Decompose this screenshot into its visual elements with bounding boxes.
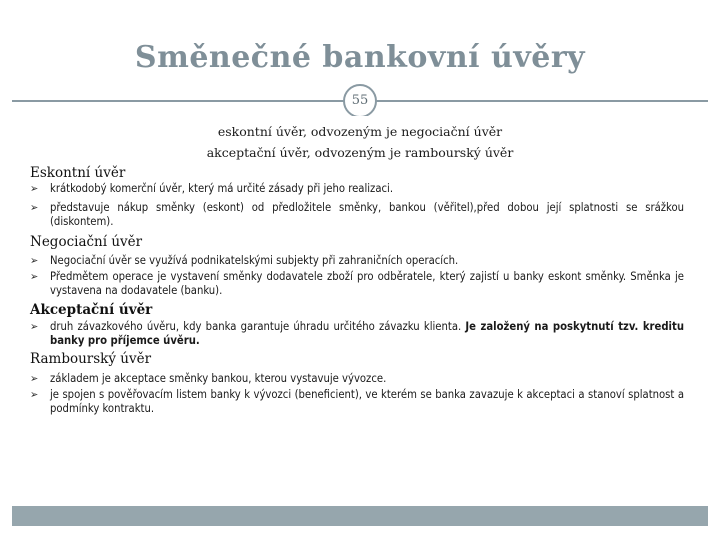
section-heading-akceptacni: Akceptační úvěr (30, 302, 153, 318)
list-item (30, 270, 684, 298)
section-heading-negociacni: Negociační úvěr (30, 234, 143, 250)
arrow-bullet-icon: ➢ (30, 388, 39, 401)
arrow-bullet-icon: ➢ (30, 320, 39, 333)
footer-bar (12, 506, 708, 526)
list-item-text: představuje nákup směnky (eskont) od předložitele směnky, bankou (věřitel),před dobou její splatnosti se srážkou (diskontem). (50, 201, 684, 228)
list-item (30, 372, 684, 386)
arrow-bullet-icon: ➢ (30, 270, 39, 283)
list-item-bold-text: Je založený na poskytnutí tzv. kreditu banky pro příjemce úvěru. (50, 320, 684, 347)
slide-title: Směnečné bankovní úvěry (134, 40, 586, 75)
list-item-text: druh závazkového úvěru, kdy banka garantuje úhradu určitého závazku klienta. (50, 320, 462, 333)
list-item-text: je spojen s pověřovacím listem banky k vývozci (beneficient), ve kterém se banka zavazuje k akceptaci a stanoví splatnost a podmínky kontraktu. (50, 388, 684, 415)
list-item (30, 182, 684, 196)
list-item-text: základem je akceptace směnky bankou, kterou vystavuje vývozce. (50, 372, 387, 385)
section-heading-rambourský: Rambourský úvěr (30, 351, 152, 367)
list-item (30, 201, 684, 229)
intro-line-2: akceptační úvěr, odvozeným je rambourský úvěr (206, 145, 514, 160)
list-item-text: Negociační úvěr se využívá podnikatelskými subjekty při zahraničních operacích. (50, 254, 459, 267)
list-item-text: Předmětem operace je vystavení směnky dodavatele zboží pro odběratele, který zajistí u banky eskont směnky. Směnka je vystavena na dodavatele (banku). (50, 270, 684, 297)
intro-line-1: eskontní úvěr, odvozeným je negociační úvěr (217, 124, 503, 139)
list-item (30, 320, 684, 348)
arrow-bullet-icon: ➢ (30, 182, 39, 195)
list-item (30, 388, 684, 416)
section-heading-eskontni: Eskontní úvěr (30, 165, 126, 181)
list-item-text: krátkodobý komerční úvěr, který má určité zásady při jeho realizaci. (50, 182, 394, 195)
arrow-bullet-icon: ➢ (30, 254, 39, 267)
page-number-badge: 55 (343, 84, 377, 118)
arrow-bullet-icon: ➢ (30, 372, 39, 385)
list-item (30, 254, 684, 268)
arrow-bullet-icon: ➢ (30, 201, 39, 214)
